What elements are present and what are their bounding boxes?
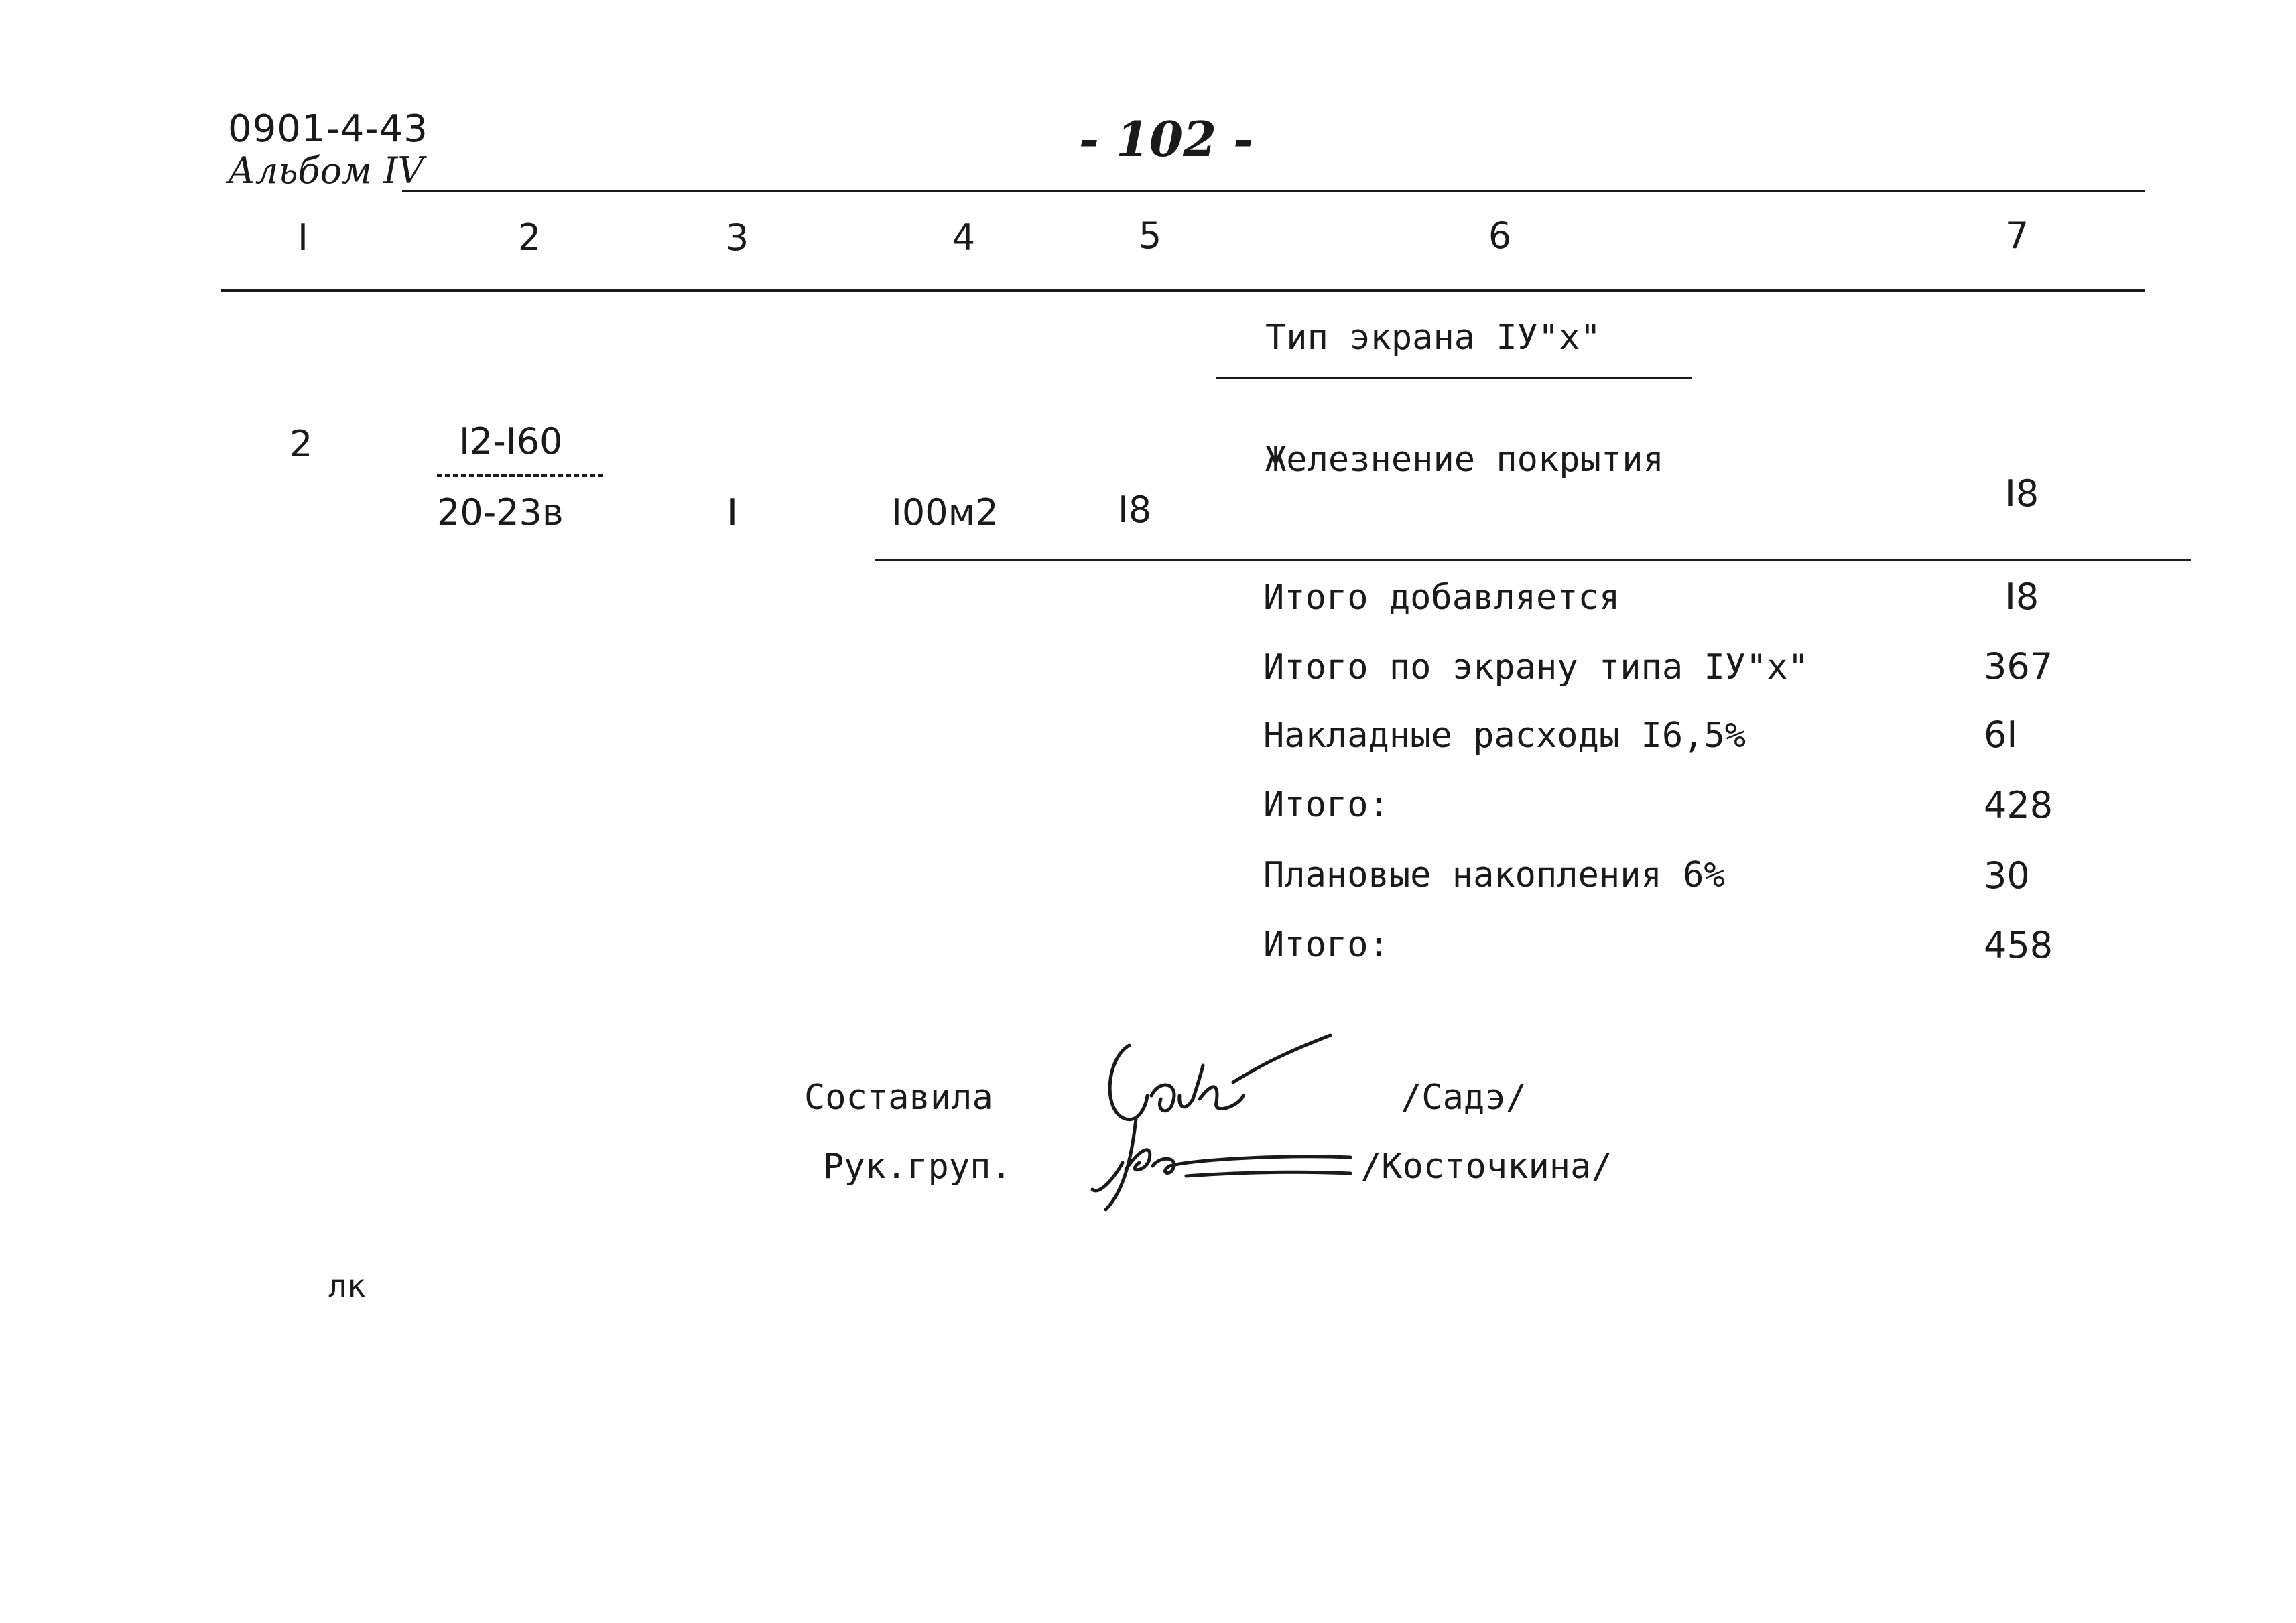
- section-title: Тип экрана IУ"х": [1265, 318, 1601, 358]
- total-label-4: Итого:: [1263, 785, 1389, 825]
- header-bottom-rule: [221, 289, 2145, 292]
- group-head-label: Рук.груп.: [823, 1147, 1012, 1187]
- total-label-5: Плановые накопления 6%: [1263, 855, 1725, 895]
- total-label-6: Итого:: [1263, 925, 1389, 965]
- total-value-2: 367: [1984, 645, 2053, 688]
- total-value-4: 428: [1984, 784, 2053, 826]
- row-col7: I8: [2005, 472, 2039, 515]
- column-header-6: 6: [1488, 214, 1512, 257]
- row-col3: I: [727, 491, 738, 533]
- album-label: Альбом IV: [228, 149, 424, 192]
- total-label-1: Итого добавляется: [1263, 578, 1620, 618]
- total-value-5: 30: [1984, 854, 2030, 897]
- row-col5: I8: [1118, 489, 1152, 531]
- column-header-1: I: [298, 216, 308, 259]
- column-header-3: 3: [725, 216, 749, 259]
- row-bottom-rule: [875, 559, 2191, 561]
- section-title-underline: [1216, 377, 1692, 379]
- footer-mark: лк: [328, 1268, 366, 1304]
- row-col6-description: Железнение покрытия: [1265, 440, 1664, 480]
- column-header-2: 2: [517, 216, 541, 259]
- row-col4: I00м2: [891, 491, 999, 533]
- column-header-7: 7: [2005, 214, 2029, 257]
- column-header-5: 5: [1138, 214, 1162, 257]
- total-value-3: 6I: [1984, 714, 2018, 756]
- document-code: 0901-4-43: [228, 107, 428, 151]
- column-header-4: 4: [952, 216, 976, 259]
- header-top-rule: [402, 190, 2145, 192]
- row-col1: 2: [290, 423, 313, 465]
- page-number: - 102 -: [1079, 111, 1254, 168]
- fraction-line: [437, 474, 603, 477]
- total-label-3: Накладные расходы I6,5%: [1263, 716, 1746, 756]
- signature-group-head: [1086, 1109, 1354, 1223]
- compiled-by-name: /Садэ/: [1401, 1078, 1527, 1118]
- total-value-6: 458: [1984, 924, 2053, 966]
- total-value-1: I8: [2005, 576, 2039, 618]
- compiled-by-label: Составила: [804, 1078, 993, 1118]
- row-col2-denominator: 20-23в: [437, 491, 564, 533]
- group-head-name: /Косточкина/: [1360, 1147, 1612, 1187]
- total-label-2: Итого по экрану типа IУ"х": [1263, 647, 1809, 688]
- row-col2-numerator: I2-I60: [459, 420, 563, 462]
